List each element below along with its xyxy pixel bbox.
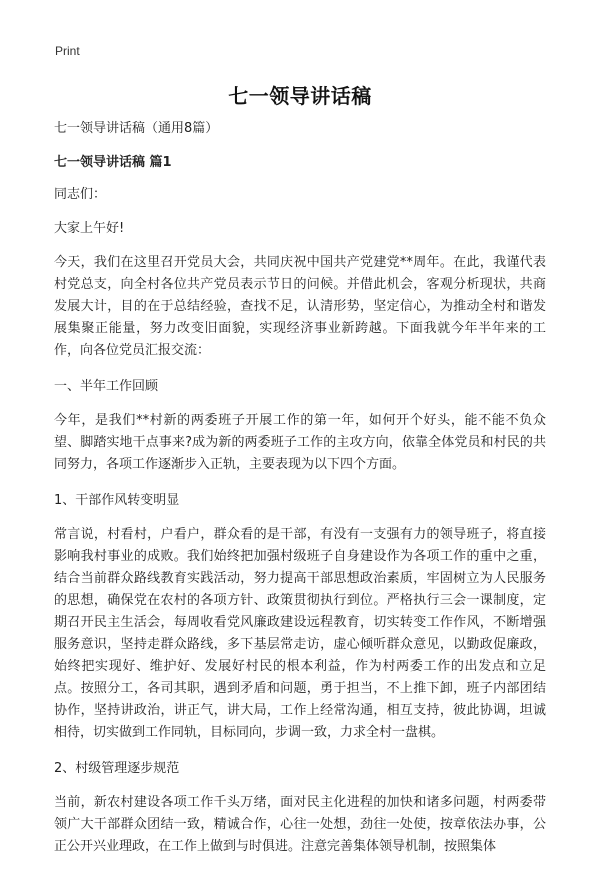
document-body — [54, 118, 546, 872]
paragraph-review: 今年，是我们**村新的两委班子开展工作的第一年，如何开个好头，能不能不负众望、脚踏实地干点事来?成为新的两委班子工作的主攻方向，依靠全体党员和村民的共同努力，各项工作逐渐步入正轨，主要表现为以下四个方面。 — [54, 413, 546, 472]
document-subtitle: 七一领导讲话稿（通用8篇） — [54, 121, 219, 136]
heading-cadre-style: 1、干部作风转变明显 — [54, 493, 180, 508]
paragraph-intro: 今天，我们在这里召开党员大会，共同庆祝中国共产党建党**周年。在此，我谨代表村党总支，向全村各位共产党员表示节日的问候。并借此机会，客观分析现状，共商发展大计，目的在于总结经验，查找不足，认清形势，坚定信心，为推动全村和谐发展集聚正能量，努力改变旧面貌，实现经济事业新跨越。下面我就今年半年来的工作，向各位党员汇报交流： — [54, 255, 546, 358]
heading-village-management: 2、村级管理逐步规范 — [54, 761, 180, 776]
salutation: 同志们： — [54, 187, 107, 202]
paragraph-management: 当前，新农村建设各项工作千头万绪，面对民主化进程的加快和诸多问题，村两委带领广大干部群众团结一致，精诚合作，心往一处想，劲往一处使，按章依法办事，公正公开兴业理政，在工作上做到与时俱进。注意完善集体领导机制，按照集体 — [54, 795, 546, 854]
print-label: Print — [55, 44, 80, 58]
heading-work-review: 一、半年工作回顾 — [54, 379, 159, 394]
document-title: 七一领导讲话稿 — [228, 84, 372, 108]
paragraph-cadre: 常言说，村看村，户看户，群众看的是干部，有没有一支强有力的领导班子，将直接影响我村事业的成败。我们始终把加强村级班子自身建设作为各项工作的重中之重，结合当前群众路线教育实践活动，努力提高干部思想政治素质，牢固树立为人民服务的思想，确保党在农村的各项方针、政策贯彻执行到位。严格执行三会一课制度，定期召开民主生活会，每周收看党风廉政建设远程教育，切实转变工作作风，不断增强服务意识，坚持走群众路线，多下基层常走访，虚心倾听群众意见，以勤政促廉政，始终把实现好、维护好、发展好村民的根本利益，作为村两委工作的出发点和立足点。按照分工，各司其职，遇到矛盾和问题，勇于担当，不上推下卸，班子内部团结协作，坚持讲政治，讲正气，讲大局，工作上经常沟通，相互支持，彼此协调，坦诚相待，切实做到工作同轨，目标同向，步调一致，力求全村一盘棋。 — [54, 527, 546, 740]
greeting: 大家上午好! — [54, 221, 125, 236]
section-title: 七一领导讲话稿 篇1 — [54, 155, 172, 170]
